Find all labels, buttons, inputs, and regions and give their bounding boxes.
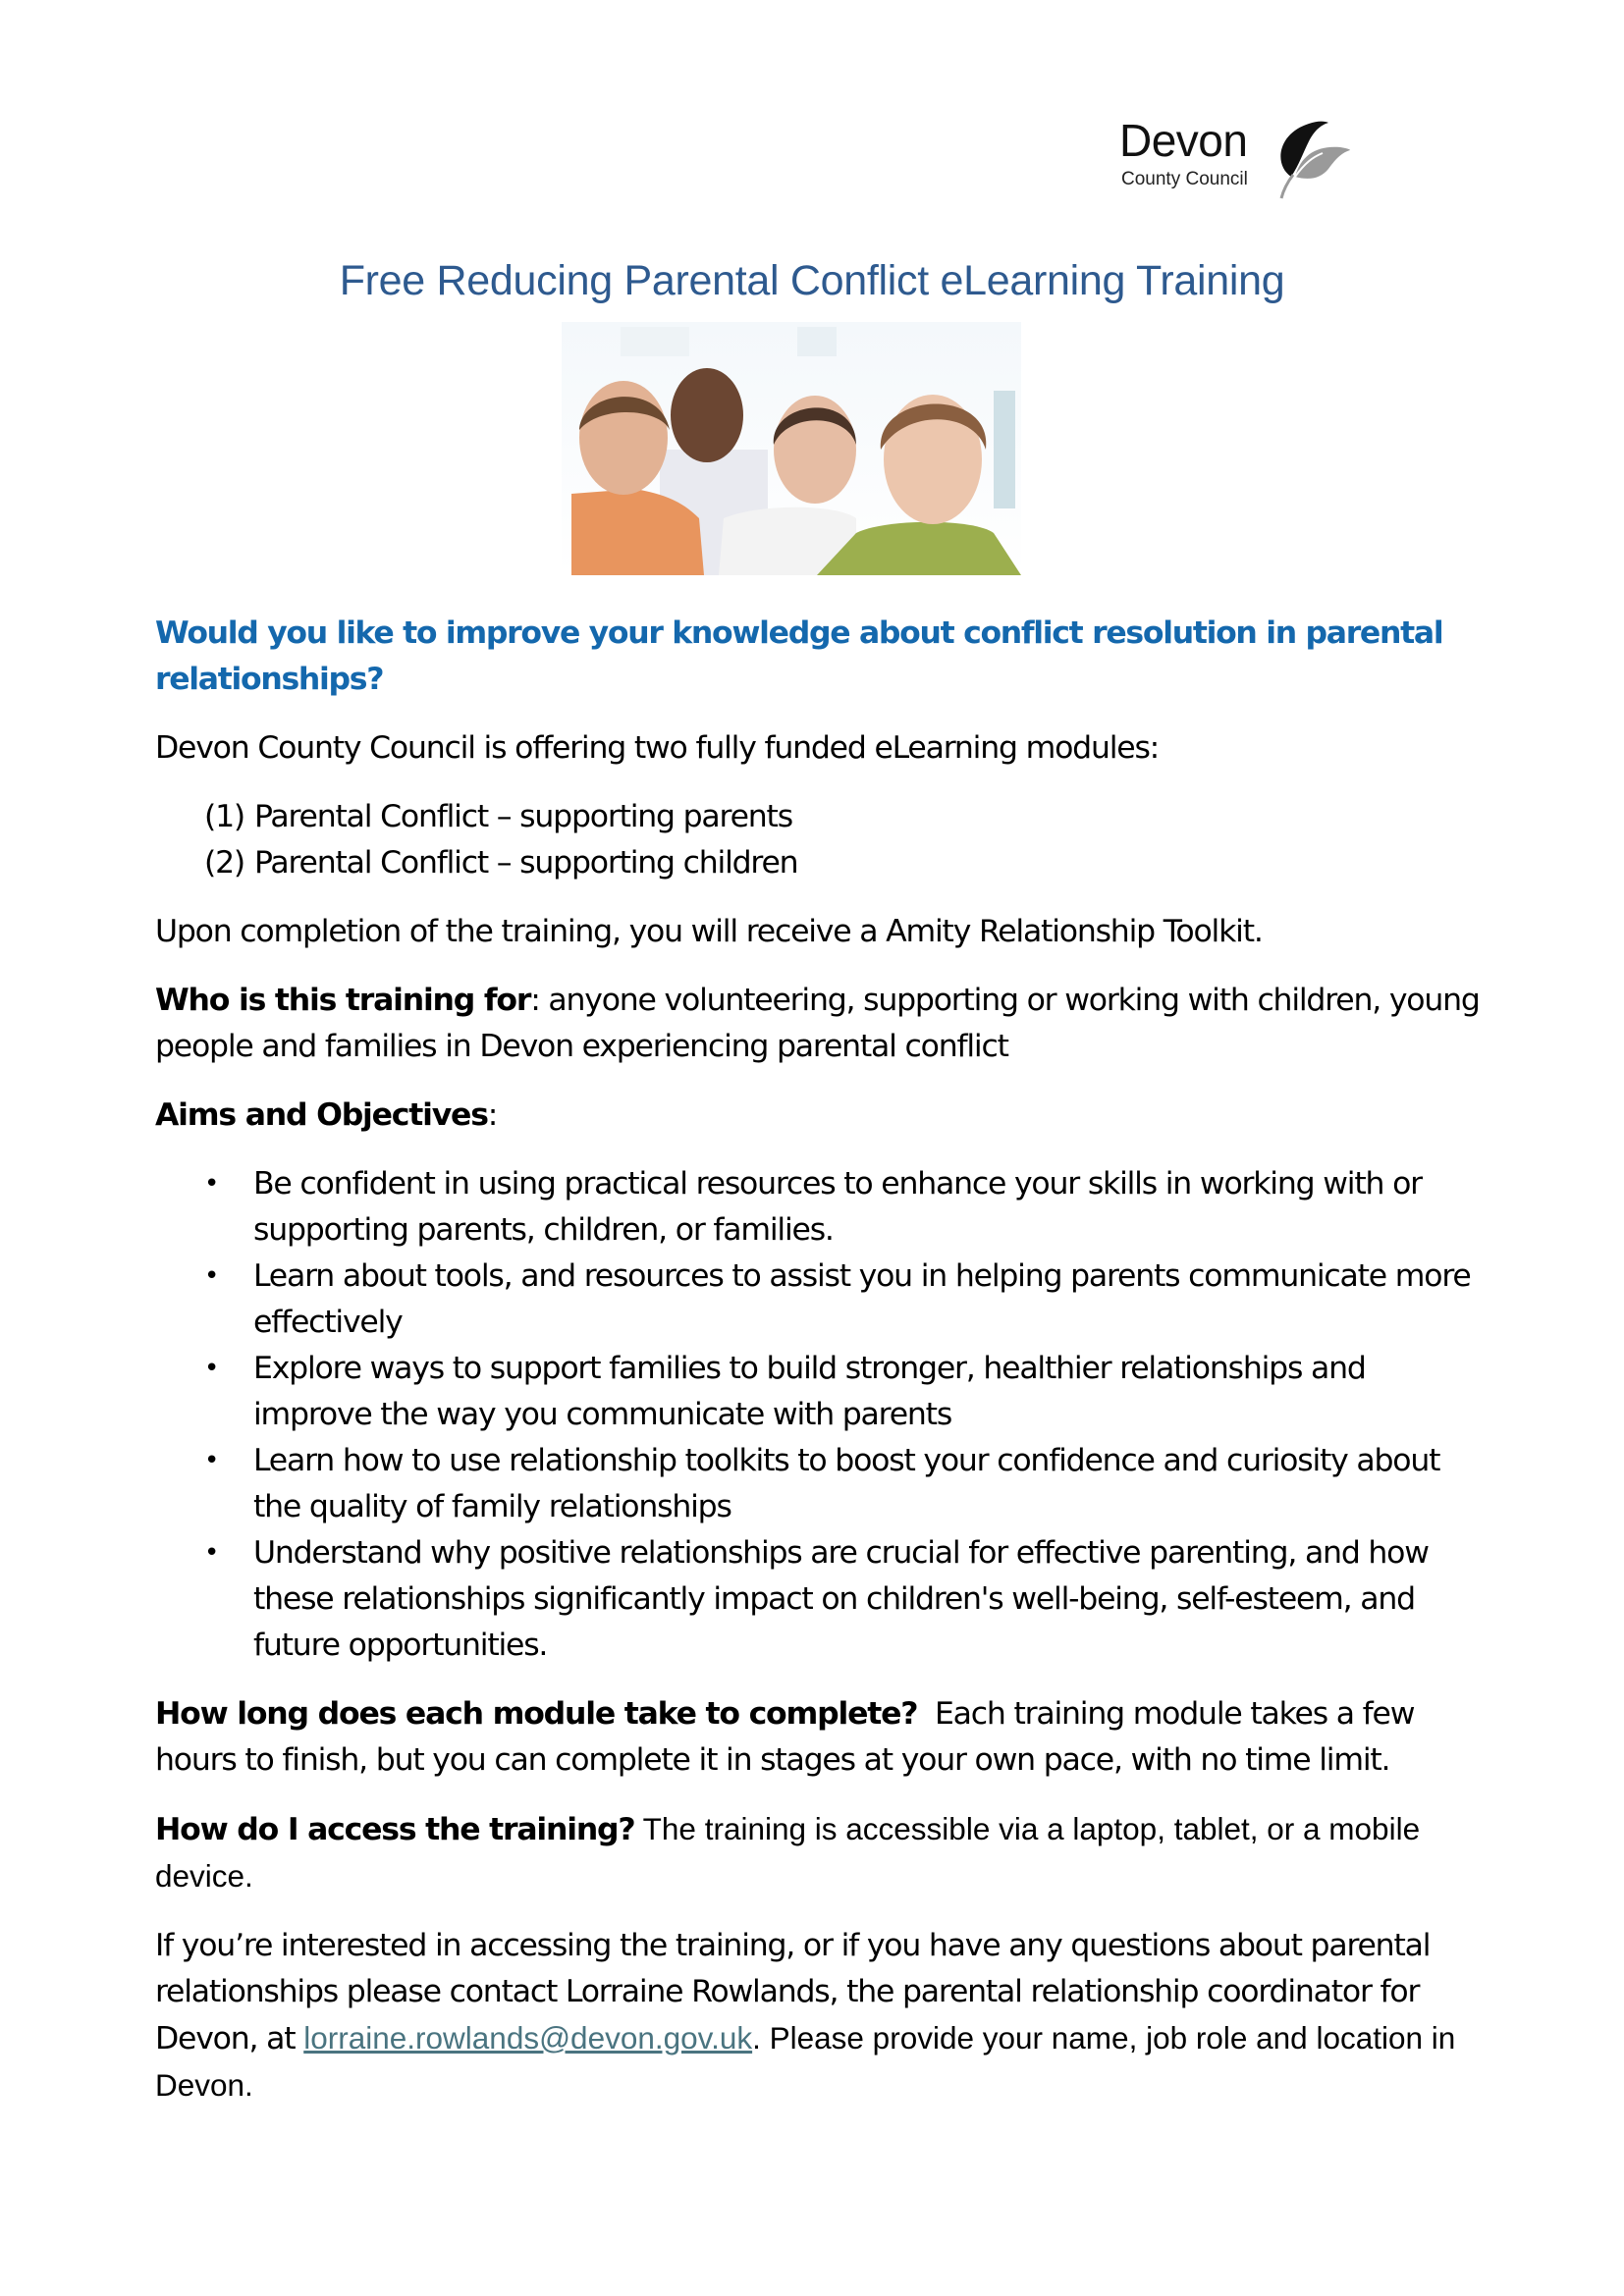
logo-name: Devon (1119, 115, 1248, 166)
logo-subtitle: County Council (1121, 169, 1248, 189)
aim-item (155, 1438, 1490, 1530)
module-number: (1) (204, 799, 245, 834)
document-body (155, 611, 1490, 2109)
aim-item (155, 1254, 1490, 1346)
bullet-icon: • (204, 1538, 219, 1568)
module-item (204, 794, 1490, 840)
duration-answer: Each training module takes a few hours to finish, but you can complete it in stages at your own pace, with no time limit. (155, 1696, 1424, 1778)
aim-item (155, 1530, 1490, 1669)
aim-text: Explore ways to support families to build stronger, healthier relationships and improve the way you communicate with parents (253, 1351, 1366, 1432)
bullet-icon: • (204, 1169, 219, 1199)
leaf-icon (1252, 116, 1350, 199)
aim-text: Be confident in using practical resources to enhance your skills in working with or supporting parents, children, or families. (253, 1166, 1422, 1248)
aim-item (155, 1346, 1490, 1438)
aim-text: Understand why positive relationships are crucial for effective parenting, and how these relationships significantly impact on children's well-being, self-esteem, and future opportunities. (253, 1535, 1429, 1663)
email-link[interactable]: lorraine.rowlands@devon.gov.uk (303, 2020, 753, 2056)
module-number: (2) (204, 845, 245, 881)
access-question: How do I access the training? (155, 1812, 635, 1847)
aim-text: Learn how to use relationship toolkits to boost your confidence and curiosity about the quality of family relationships (253, 1443, 1440, 1524)
module-label: Parental Conflict – supporting children (254, 845, 798, 881)
aim-item (155, 1161, 1490, 1254)
aims-colon: : (487, 1097, 498, 1133)
bullet-icon: • (204, 1354, 219, 1383)
contact-paragraph (155, 1923, 1490, 2109)
completion-text: Upon completion of the training, you will receive a Amity Relationship Toolkit. (155, 914, 1263, 949)
aims-heading (155, 1093, 1490, 1139)
contact-text-after: . Please provide your name, job role and location in Devon. (155, 2020, 1456, 2103)
access-paragraph (155, 1806, 1490, 1900)
who-for-paragraph (155, 978, 1490, 1070)
access-answer: The training is accessible via a laptop, tablet, or a mobile device. (155, 1811, 1421, 1894)
people-photo (562, 322, 1021, 575)
page-title: Free Reducing Parental Conflict eLearning Training (339, 257, 1285, 304)
intro-question-heading: Would you like to improve your knowledge about conflict resolution in parental relationships? (155, 615, 1443, 697)
modules-list (204, 794, 1490, 886)
bullet-icon: • (204, 1261, 219, 1291)
bullet-icon: • (204, 1446, 219, 1475)
module-label: Parental Conflict – supporting parents (254, 799, 792, 834)
module-item (204, 840, 1490, 886)
aims-label: Aims and Objectives (155, 1097, 488, 1133)
aims-list (155, 1161, 1490, 1669)
who-for-text: : anyone volunteering, supporting or working with children, young people and families in Devon experiencing parental conflict (155, 983, 1480, 1064)
devon-county-council-logo (1119, 116, 1350, 199)
duration-question: How long does each module take to complete? (155, 1696, 918, 1732)
who-for-label: Who is this training for (155, 983, 531, 1018)
duration-paragraph (155, 1691, 1490, 1784)
contact-text-before: If you’re interested in accessing the training, or if you have any questions about parental relationships please contact Lorraine Rowlands, the parental relationship coordinator for Devon, at (155, 1928, 1431, 2056)
offer-text: Devon County Council is offering two fully funded eLearning modules: (155, 730, 1160, 766)
aim-text: Learn about tools, and resources to assist you in helping parents communicate more effectively (253, 1258, 1471, 1340)
